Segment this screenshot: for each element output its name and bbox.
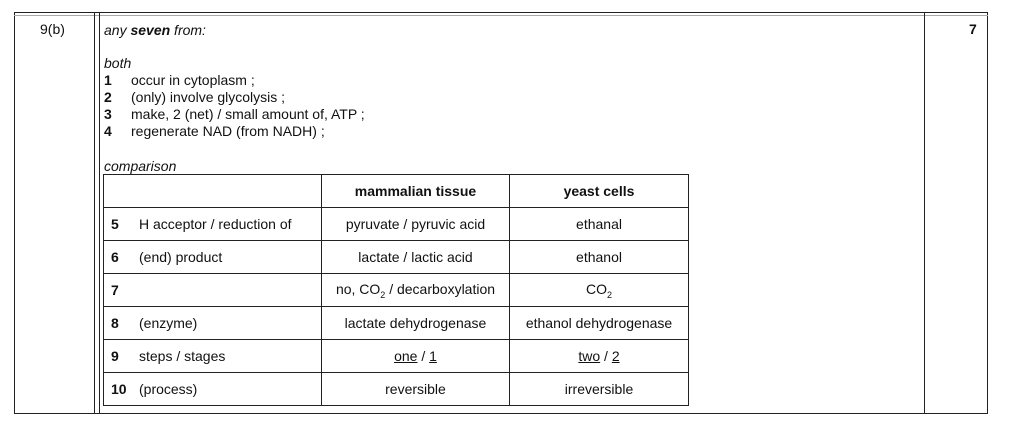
comparison-table [103, 174, 689, 406]
both-heading: both [104, 55, 132, 71]
header-cell [104, 175, 322, 208]
table-row: 6 (end) product lactate / lactic acid ethanol [104, 241, 689, 274]
column-divider [94, 12, 95, 414]
column-divider [924, 12, 925, 414]
question-number: 9(b) [40, 21, 65, 37]
table-row: 10 (process) reversible irreversible [104, 373, 689, 406]
marks-value: 7 [969, 21, 977, 37]
comparison-heading: comparison [104, 158, 177, 174]
table-header-row [104, 175, 689, 208]
frame-top-rule [14, 15, 988, 16]
header-yeast-cells: yeast cells [510, 175, 689, 208]
header-mammalian-tissue: mammalian tissue [322, 175, 510, 208]
table-row: 9 steps / stages one / 1 two / 2 [104, 340, 689, 373]
marking-point: 2 (only) involve glycolysis ; [104, 89, 286, 105]
marking-point: 4 regenerate NAD (from NADH) ; [104, 123, 325, 139]
table-row: 7 no, $CO_2$ / decarboxylation $CO_2$ [104, 274, 689, 307]
column-divider [99, 12, 100, 414]
table-row: 8 (enzyme) lactate dehydrogenase ethanol dehydrogenase [104, 307, 689, 340]
marking-point: 1 occur in cytoplasm ; [104, 72, 255, 88]
answer-intro: any seven from: [104, 22, 206, 38]
table-row: 5 H acceptor / reduction of pyruvate / pyruvic acid ethanal [104, 208, 689, 241]
marking-point: 3 make, 2 (net) / small amount of, ATP ; [104, 106, 365, 122]
